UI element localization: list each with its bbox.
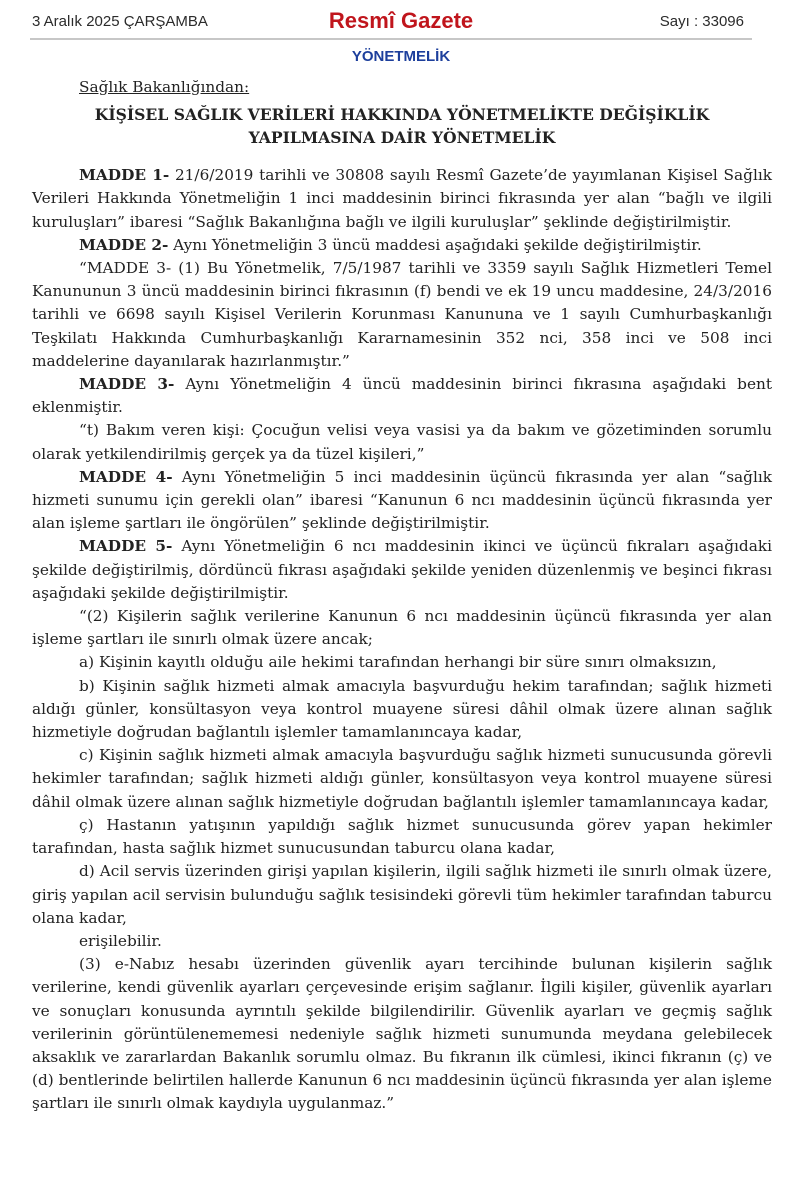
article-paragraph xyxy=(32,860,772,930)
article-paragraph xyxy=(32,373,772,419)
article-paragraph xyxy=(32,814,772,860)
gazette-title: Resmî Gazete xyxy=(328,8,474,33)
article-paragraph xyxy=(32,605,772,651)
article-text: b) Kişinin sağlık hizmeti almak amacıyla başvurduğu hekim tarafından; sağlık hizmeti aldığı günler, konsültasyon veya kontrol muayene süresi dâhil olmak üzere alınan sağlık hizmetiyle doğrudan bağlantılı işlemler tamamlanıncaya kadar, xyxy=(32,676,772,742)
article-text: Aynı Yönetmeliğin 6 ncı maddesinin ikinci ve üçüncü fıkraları aşağıdaki şekilde değiştirilmiş, dördüncü fıkrası aşağıdaki şekilde yeniden düzenlenmiş ve beşinci fıkrası aşağıdaki şekilde değiştirilmiştir. xyxy=(32,537,772,602)
article-label: MADDE 4- xyxy=(79,467,173,486)
article-label: MADDE 1- xyxy=(79,166,170,185)
article-paragraph xyxy=(32,234,772,257)
article-paragraph xyxy=(32,930,772,953)
article-paragraph xyxy=(32,675,772,745)
regulation-title: KİŞİSEL SAĞLIK VERİLERİ HAKKINDA YÖNETMELİKTE DEĞİŞİKLİK YAPILMASINA DAİR YÖNETMELİK xyxy=(94,105,710,148)
article-text: Aynı Yönetmeliğin 4 üncü maddesinin birinci fıkrasına aşağıdaki bent eklenmiştir. xyxy=(32,375,772,417)
header-date: 3 Aralık 2025 ÇARŞAMBA xyxy=(32,13,208,30)
article-text: “t) Bakım veren kişi: Çocuğun velisi veya vasisi ya da bakım ve gözetiminden sorumlu olarak yetkilendirilmiş gerçek ya da tüzel kişileri,” xyxy=(32,421,772,463)
article-text: erişilebilir. xyxy=(79,931,162,950)
article-paragraph xyxy=(32,953,772,1115)
article-text: a) Kişinin kayıtlı olduğu aile hekimi tarafından herhangi bir süre sınırı olmaksızın, xyxy=(79,653,717,672)
article-text: (3) e-Nabız hesabı üzerinden güvenlik ayarı tercihinde bulunan kişilerin sağlık verilerine, kendi güvenlik ayarları çerçevesinde erişim sağlanır. İlgili kişiler, güvenlik ayarları ve sonuçları konusunda ayrıntılı şekilde bilgilendirilir. Güvenlik ayarları ve geçmiş sağlık verilerinin görüntülenememesi nedeniyle sağlık hizmeti sunumunda meydana gelebilecek aksaklık ve zararlardan Bakanlık sorumlu olmaz. Bu fıkranın ilk cümlesi, ikinci fıkranın (ç) ve (d) bentlerinde belirtilen hallerde Kanunun 6 ncı maddesinin üçüncü fıkrasında yer alan işleme şartları ile sınırlı olmak kaydıyla uygulanmaz.” xyxy=(32,955,772,1113)
article-text: Aynı Yönetmeliğin 3 üncü maddesi aşağıdaki şekilde değiştirilmiştir. xyxy=(168,235,702,254)
issuing-authority: Sağlık Bakanlığından: xyxy=(79,78,250,96)
issue-number: Sayı : 33096 xyxy=(659,13,744,30)
document-body xyxy=(32,76,772,1116)
article-text: 21/6/2019 tarihli ve 30808 sayılı Resmî Gazete’de yayımlanan Kişisel Sağlık Verileri Hakkında Yönetmeliğin 1 inci maddesinin birinci fıkrasında yer alan “bağlı ve ilgili kuruluşları” ibaresi “Sağlık Bakanlığına bağlı ve ilgili kuruluşlar” şeklinde değiştirilmiştir. xyxy=(32,166,772,231)
article-text: “MADDE 3- (1) Bu Yönetmelik, 7/5/1987 tarihli ve 3359 sayılı Sağlık Hizmetleri Temel Kanununun 3 üncü maddesinin birinci fıkrasının (f) bendi ve ek 19 uncu maddesine, 24/3/2016 tarihli ve 6698 sayılı Kişisel Verilerin Korunması Kanununa ve 1 sayılı Cumhurbaşkanlığı Teşkilatı Hakkında Cumhurbaşkanlığı Kararnamesinin 352 nci, 358 inci ve 508 inci maddelerine dayanılarak hazırlanmıştır.” xyxy=(32,259,772,370)
article-text: d) Acil servis üzerinden girişi yapılan kişilerin, ilgili sağlık hizmeti ile sınırlı olmak üzere, giriş yapılan acil servisin bulunduğu sağlık tesisindeki görevli tüm hekimler tarafından taburcu olana kadar, xyxy=(32,862,772,927)
gazette-header xyxy=(0,0,802,40)
section-heading: YÖNETMELİK xyxy=(351,48,451,65)
article-paragraph xyxy=(32,164,772,234)
article-text: ç) Hastanın yatışının yapıldığı sağlık hizmet sunucusunda görev yapan hekimler tarafından, hasta sağlık hizmet sunucusundan taburcu olana kadar, xyxy=(32,815,772,858)
article-label: MADDE 3- xyxy=(79,375,175,394)
article-paragraph xyxy=(32,744,772,814)
article-paragraph xyxy=(32,651,772,674)
article-list xyxy=(32,164,772,1115)
article-paragraph xyxy=(32,535,772,605)
article-paragraph xyxy=(32,419,772,465)
header-divider xyxy=(30,38,752,40)
article-text: c) Kişinin sağlık hizmeti almak amacıyla başvurduğu sağlık hizmeti sunucusunda görevli hekimler tarafından; sağlık hizmeti aldığı günler, konsültasyon veya kontrol muayene süresi dâhil olmak üzere alınan sağlık hizmetiyle doğrudan bağlantılı işlemler tamamlanıncaya kadar, xyxy=(32,746,772,811)
article-label: MADDE 2- xyxy=(79,235,169,254)
article-text: “(2) Kişilerin sağlık verilerine Kanunun 6 ncı maddesinin üçüncü fıkrasında yer alan işleme şartları ile sınırlı olmak üzere ancak; xyxy=(32,607,772,649)
article-paragraph xyxy=(32,257,772,373)
article-text: Aynı Yönetmeliğin 5 inci maddesinin üçüncü fıkrasında yer alan “sağlık hizmeti sunumu için gerekli olan” ibaresi “Kanunun 6 ncı maddesinin üçüncü fıkrasında yer alan işleme şartları ile öngörülen” şeklinde değiştirilmiştir. xyxy=(32,467,773,533)
article-paragraph xyxy=(32,466,772,536)
article-label: MADDE 5- xyxy=(79,537,173,556)
